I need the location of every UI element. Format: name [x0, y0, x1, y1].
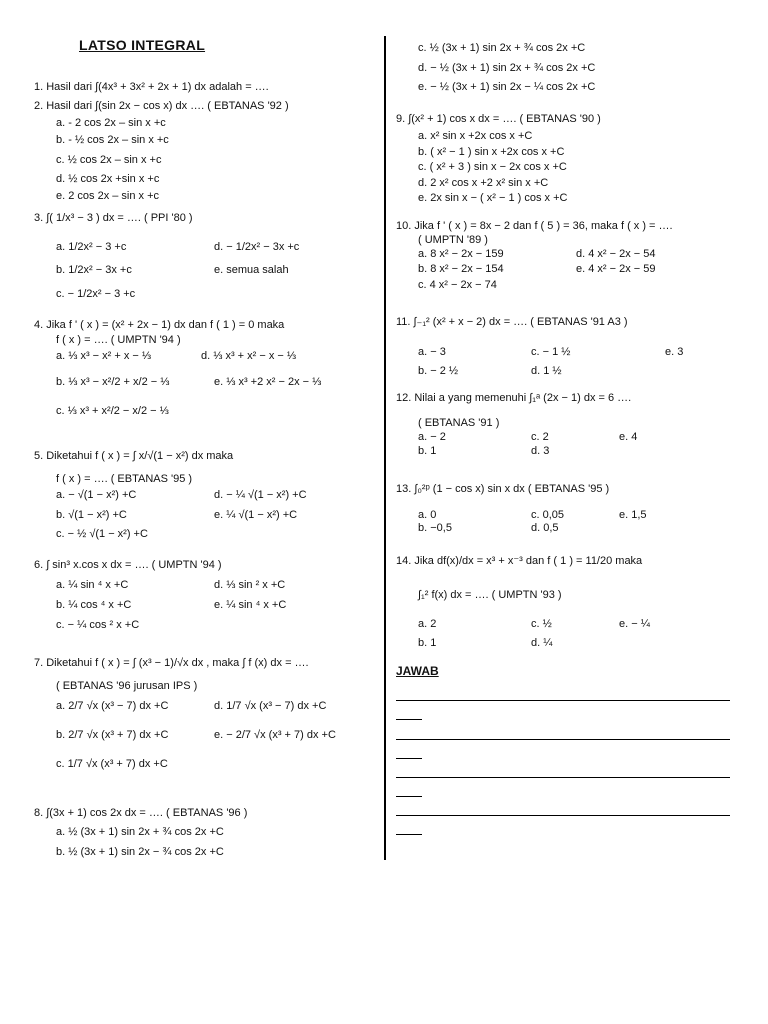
q11-option-b: b. − 2 ½	[418, 365, 459, 377]
question-14-continued: ∫₁² f(x) dx = …. ( UMPTN '93 )	[418, 589, 562, 601]
question-2: 2. Hasil dari ∫(sin 2x − cos x) dx …. ( EBTANAS '92 )	[34, 100, 289, 112]
q8-option-d: d. − ½ (3x + 1) sin 2x + ¾ cos 2x +C	[418, 62, 596, 74]
answer-line	[396, 815, 730, 816]
q14-option-c: c. ½	[531, 618, 552, 630]
q2-option-b: b. - ½ cos 2x – sin x +c	[56, 134, 169, 146]
q2-option-e: e. 2 cos 2x – sin x +c	[56, 190, 160, 202]
question-11: 11. ∫₋₁² (x² + x − 2) dx = …. ( EBTANAS '91 A3 )	[396, 316, 628, 328]
question-14: 14. Jika df(x)/dx = x³ + x⁻³ dan f ( 1 ) = 11/20 maka	[396, 555, 643, 567]
q13-option-b: b. −0,5	[418, 522, 452, 534]
answer-line	[396, 719, 422, 720]
q4-option-e: e. ⅓ x³ +2 x² − 2x − ⅓	[214, 376, 322, 388]
answer-line	[396, 796, 422, 797]
q5-option-a: a. − √(1 − x²) +C	[56, 489, 137, 501]
question-4: 4. Jika f ' ( x ) = (x² + 2x − 1) dx dan f ( 1 ) = 0 maka	[34, 319, 285, 331]
q11-option-e: e. 3	[665, 346, 684, 358]
answer-heading: JAWAB	[396, 664, 439, 678]
question-9: 9. ∫(x² + 1) cos x dx = …. ( EBTANAS '90 )	[396, 113, 601, 125]
q3-option-b: b. 1/2x² − 3x +c	[56, 264, 132, 276]
q2-option-a: a. - 2 cos 2x – sin x +c	[56, 117, 166, 129]
q10-option-a: a. 8 x² − 2x − 159	[418, 248, 504, 260]
answer-line	[396, 739, 730, 740]
q9-option-c: c. ( x² + 3 ) sin x − 2x cos x +C	[418, 161, 567, 173]
q14-option-b: b. 1	[418, 637, 437, 649]
q5-option-b: b. √(1 − x²) +C	[56, 509, 127, 521]
q11-option-a: a. − 3	[418, 346, 446, 358]
question-5-continued: f ( x ) = …. ( EBTANAS '95 )	[56, 473, 193, 485]
question-13: 13. ∫₀²ᵖ (1 − cos x) sin x dx ( EBTANAS '95 )	[396, 483, 610, 495]
q9-option-e: e. 2x sin x − ( x² − 1 ) cos x +C	[418, 192, 568, 204]
answer-line	[396, 758, 422, 759]
q8-option-a: a. ½ (3x + 1) sin 2x + ¾ cos 2x +C	[56, 826, 224, 838]
q11-option-c: c. − 1 ½	[531, 346, 571, 358]
q8-option-c: c. ½ (3x + 1) sin 2x + ¾ cos 2x +C	[418, 42, 586, 54]
q12-option-d: d. 3	[531, 445, 550, 457]
q4-option-d: d. ⅓ x³ + x² − x − ⅓	[201, 350, 297, 362]
q6-option-e: e. ¼ sin ⁴ x +C	[214, 599, 287, 611]
question-3: 3. ∫( 1/x³ − 3 ) dx = …. ( PPI '80 )	[34, 212, 193, 224]
q10-option-c: c. 4 x² − 2x − 74	[418, 279, 497, 291]
q14-option-d: d. ¼	[531, 637, 553, 649]
q3-option-c: c. − 1/2x² − 3 +c	[56, 288, 136, 300]
q5-option-e: e. ¼ √(1 − x²) +C	[214, 509, 298, 521]
q8-option-b: b. ½ (3x + 1) sin 2x − ¾ cos 2x +C	[56, 846, 224, 858]
question-10-continued: ( UMPTN '89 )	[418, 234, 488, 246]
q7-option-e: e. − 2/7 √x (x³ + 7) dx +C	[214, 729, 336, 741]
answer-line	[396, 700, 730, 701]
q6-option-b: b. ¼ cos ⁴ x +C	[56, 599, 132, 611]
q5-option-d: d. − ¼ √(1 − x²) +C	[214, 489, 307, 501]
q6-option-c: c. − ¼ cos ² x +C	[56, 619, 140, 631]
q12-option-e: e. 4	[619, 431, 638, 443]
q9-option-a: a. x² sin x +2x cos x +C	[418, 130, 533, 142]
q7-option-b: b. 2/7 √x (x³ + 7) dx +C	[56, 729, 169, 741]
page-title: LATSO INTEGRAL	[79, 37, 206, 53]
q13-option-e: e. 1,5	[619, 509, 647, 521]
q2-option-d: d. ½ cos 2x +sin x +c	[56, 173, 160, 185]
q5-option-c: c. − ½ √(1 − x²) +C	[56, 528, 148, 540]
q6-option-d: d. ⅓ sin ² x +C	[214, 579, 286, 591]
q3-option-d: d. − 1/2x² − 3x +c	[214, 241, 300, 253]
q13-option-c: c. 0,05	[531, 509, 565, 521]
question-4-continued: f ( x ) = …. ( UMPTN '94 )	[56, 334, 181, 346]
q12-option-a: a. − 2	[418, 431, 446, 443]
q10-option-e: e. 4 x² − 2x − 59	[576, 263, 656, 275]
q10-option-d: d. 4 x² − 2x − 54	[576, 248, 656, 260]
q11-option-d: d. 1 ½	[531, 365, 562, 377]
answer-line	[396, 777, 730, 778]
q7-option-c: c. 1/7 √x (x³ + 7) dx +C	[56, 758, 168, 770]
q10-option-b: b. 8 x² − 2x − 154	[418, 263, 504, 275]
q4-option-a: a. ⅓ x³ − x² + x − ⅓	[56, 350, 152, 362]
question-12: 12. Nilai a yang memenuhi ∫₁ᵃ (2x − 1) dx = 6 ….	[396, 392, 632, 404]
q13-option-a: a. 0	[418, 509, 437, 521]
question-1: 1. Hasil dari ∫(4x³ + 3x² + 2x + 1) dx adalah = ….	[34, 81, 269, 93]
question-5: 5. Diketahui f ( x ) = ∫ x/√(1 − x²) dx maka	[34, 450, 234, 462]
question-10: 10. Jika f ' ( x ) = 8x − 2 dan f ( 5 ) = 36, maka f ( x ) = ….	[396, 220, 673, 232]
q14-option-a: a. 2	[418, 618, 437, 630]
q4-option-b: b. ⅓ x³ − x²/2 + x/2 − ⅓	[56, 376, 170, 388]
q8-option-e: e. − ½ (3x + 1) sin 2x − ¼ cos 2x +C	[418, 81, 596, 93]
q3-option-a: a. 1/2x² − 3 +c	[56, 241, 127, 253]
question-8: 8. ∫(3x + 1) cos 2x dx = …. ( EBTANAS '96 )	[34, 807, 248, 819]
q9-option-b: b. ( x² − 1 ) sin x +2x cos x +C	[418, 146, 565, 158]
q2-option-c: c. ½ cos 2x – sin x +c	[56, 154, 162, 166]
question-12-continued: ( EBTANAS '91 )	[418, 417, 500, 429]
q7-option-a: a. 2/7 √x (x³ − 7) dx +C	[56, 700, 169, 712]
q14-option-e: e. − ¼	[619, 618, 650, 630]
question-7: 7. Diketahui f ( x ) = ∫ (x³ − 1)/√x dx , maka ∫ f (x) dx = ….	[34, 657, 309, 669]
q9-option-d: d. 2 x² cos x +2 x² sin x +C	[418, 177, 549, 189]
q7-option-d: d. 1/7 √x (x³ − 7) dx +C	[214, 700, 327, 712]
q12-option-b: b. 1	[418, 445, 437, 457]
q13-option-d: d. 0,5	[531, 522, 559, 534]
question-7-continued: ( EBTANAS '96 jurusan IPS )	[56, 680, 198, 692]
question-6: 6. ∫ sin³ x.cos x dx = …. ( UMPTN '94 )	[34, 559, 222, 571]
q6-option-a: a. ¼ sin ⁴ x +C	[56, 579, 129, 591]
answer-line	[396, 834, 422, 835]
q4-option-c: c. ⅓ x³ + x²/2 − x/2 − ⅓	[56, 405, 169, 417]
q12-option-c: c. 2	[531, 431, 549, 443]
q3-option-e: e. semua salah	[214, 264, 289, 276]
column-divider	[384, 36, 386, 860]
